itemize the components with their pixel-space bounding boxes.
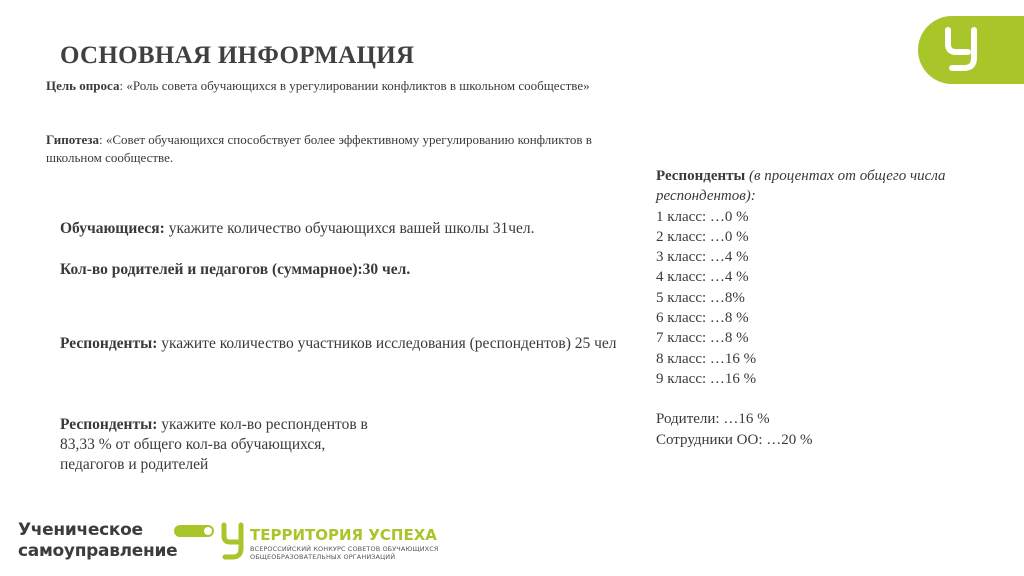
- survey-goal-text: : «Роль совета обучающихся в урегулировании конфликтов в школьном сообществе»: [119, 78, 590, 93]
- respondents-share-line2: 83,33 % от общего кол-ва обучающихся,: [60, 436, 326, 453]
- respondents-breakdown: [656, 166, 976, 450]
- toggle-pill-icon: [174, 525, 214, 537]
- grade-row: 3 класс: …4 %: [656, 249, 749, 266]
- breakdown-spacer: [656, 389, 976, 409]
- grade-row: 2 класс: …0 %: [656, 228, 749, 245]
- survey-hypothesis: [46, 131, 606, 167]
- survey-hypothesis-text: : «Совет обучающихся способствует более эффективному урегулированию конфликтов в школьном сообществе.: [46, 132, 592, 165]
- respondents-count-label: Респонденты:: [60, 335, 158, 352]
- respondents-share-line3: педагогов и родителей: [60, 456, 209, 473]
- grade-row: 5 класс: …8%: [656, 289, 745, 306]
- logo2-subtitle-2: ОБЩЕОБРАЗОВАТЕЛЬНЫХ ОРГАНИЗАЦИЙ: [250, 553, 396, 561]
- students-count: [60, 219, 650, 239]
- grade-row: 8 класс: …16 %: [656, 350, 757, 367]
- survey-goal: [46, 77, 606, 95]
- u-letter-logo-icon: [942, 26, 982, 74]
- respondents-share: [60, 415, 650, 475]
- students-count-label: Обучающиеся:: [60, 220, 165, 237]
- logo2-subtitle-1: ВСЕРОССИЙСКИЙ КОНКУРС СОВЕТОВ ОБУЧАЮЩИХСЯ: [250, 545, 439, 553]
- grade-row: 4 класс: …4 %: [656, 269, 749, 286]
- breakdown-note: (в процентах от общего числа респондентов):: [656, 168, 946, 205]
- other-row-staff: Сотрудники ОО: …20 %: [656, 431, 813, 448]
- respondents-share-line1: Респонденты: укажите кол-во респондентов в: [60, 416, 368, 433]
- logo2-title: ТЕРРИТОРИЯ УСПЕХА: [250, 526, 437, 544]
- breakdown-header: [656, 166, 976, 207]
- brand-corner-badge: [918, 16, 1024, 84]
- respondents-share-label: Респонденты:: [60, 416, 158, 433]
- students-count-text: укажите количество обучающихся вашей школы 31чел.: [164, 220, 535, 237]
- grade-row: 1 класс: …0 %: [656, 208, 749, 225]
- page-title: ОСНОВНАЯ ИНФОРМАЦИЯ: [60, 42, 415, 69]
- respondents-count-text: укажите количество участников исследования (респондентов) 25 чел: [157, 335, 617, 352]
- logo1-line1: Ученическое: [18, 520, 143, 540]
- grade-row: 9 класс: …16 %: [656, 370, 757, 387]
- survey-hypothesis-label: Гипотеза: [46, 132, 99, 147]
- parents-count-label: Кол-во родителей и педагогов (суммарное):30 чел.: [60, 261, 411, 278]
- breakdown-label: Респонденты: [656, 168, 746, 184]
- grade-row: 6 класс: …8 %: [656, 310, 749, 327]
- parents-count: [60, 260, 650, 280]
- survey-goal-label: Цель опроса: [46, 78, 120, 93]
- territory-of-success-logo: [220, 520, 460, 564]
- other-row-parents: Родители: …16 %: [656, 411, 770, 428]
- grade-row: 7 класс: …8 %: [656, 330, 749, 347]
- student-self-government-logo: [18, 520, 218, 564]
- u-letter-small-icon: [220, 522, 246, 562]
- respondents-count: [60, 334, 650, 354]
- logo1-line2: самоуправление: [18, 541, 178, 561]
